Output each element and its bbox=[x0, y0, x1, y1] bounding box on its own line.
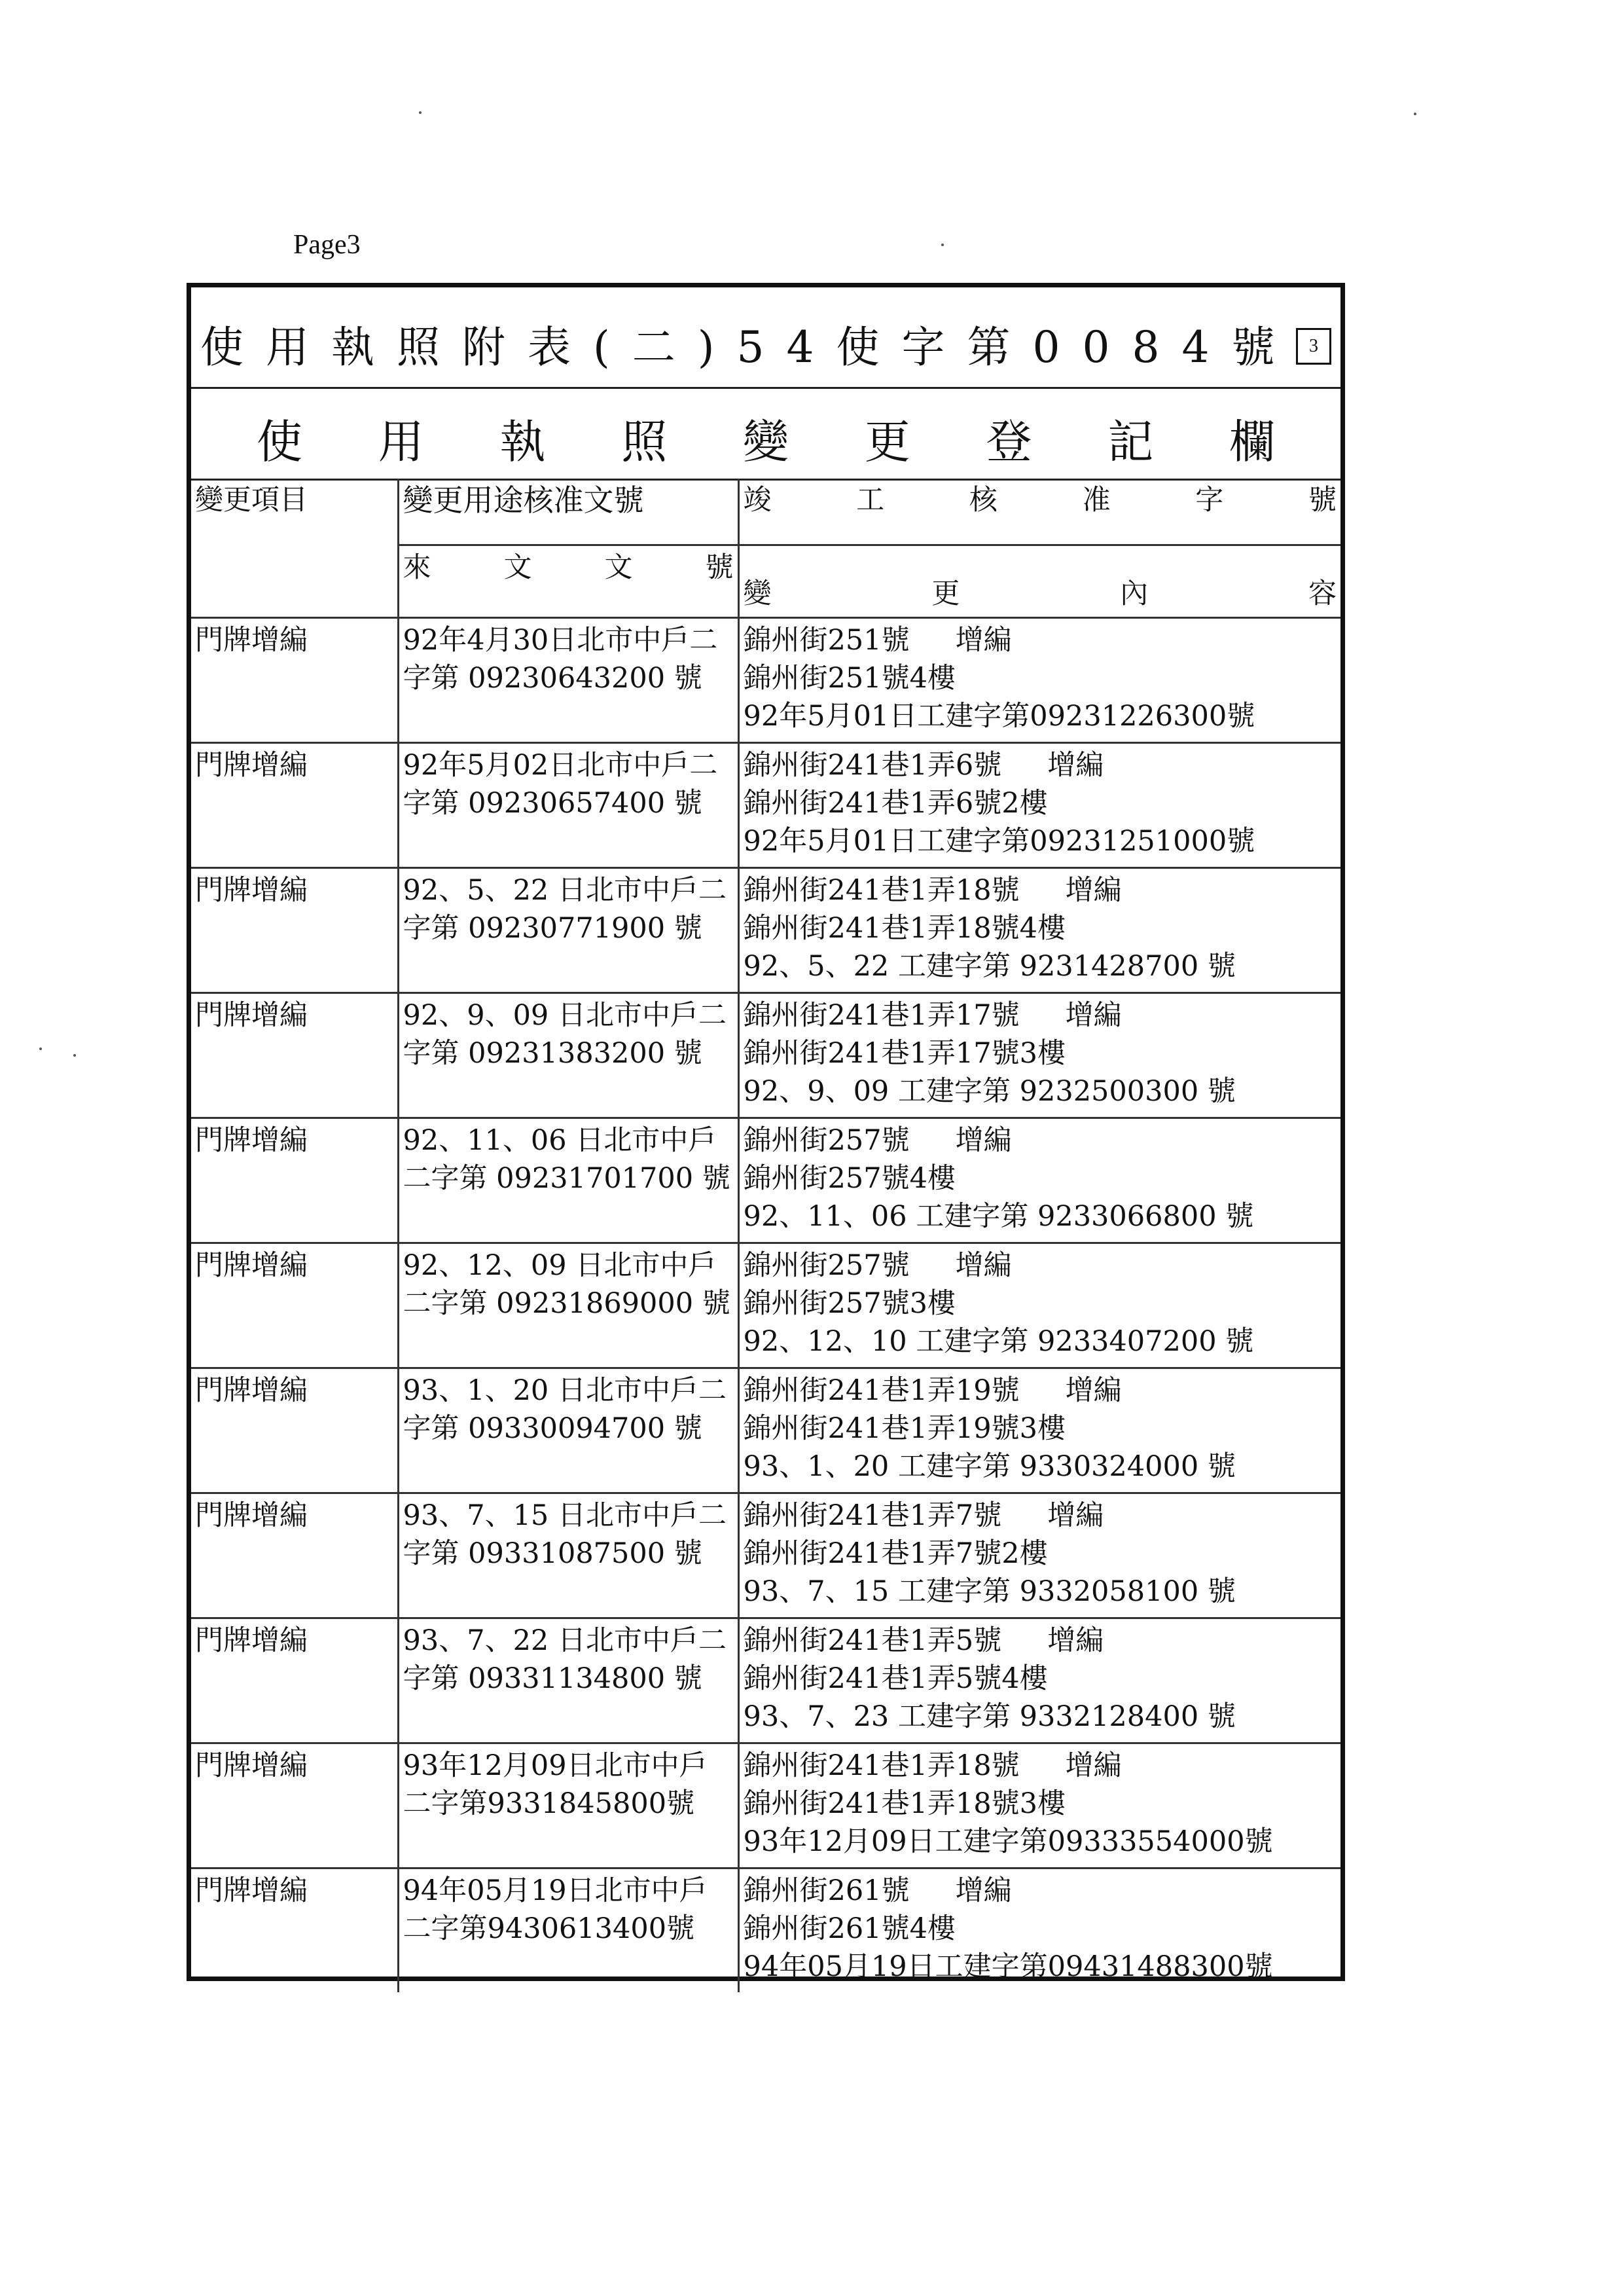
new-address: 錦州街251號4樓 bbox=[743, 662, 956, 695]
header-completion-no-char: 字 bbox=[1195, 484, 1224, 517]
change-item-cell: 門牌增編 bbox=[191, 1493, 398, 1618]
change-content-cell bbox=[738, 1743, 1340, 1868]
table-row bbox=[191, 993, 1340, 1118]
header-letter-no-char: 文 bbox=[604, 551, 633, 584]
section-title-char: 記 bbox=[1107, 415, 1154, 469]
document-number-cell: 93、7、22 日北市中戶二字第 09331134800 號 bbox=[398, 1618, 738, 1743]
new-address: 錦州街241巷1弄18號3樓 bbox=[743, 1787, 1066, 1820]
original-address: 錦州街251號 bbox=[743, 624, 910, 657]
document-number-cell: 92、5、22 日北市中戶二字第 09230771900 號 bbox=[398, 868, 738, 993]
address-line bbox=[744, 1622, 1337, 1660]
table-row bbox=[191, 1118, 1340, 1243]
document-number-cell: 92年5月02日北市中戶二字第 09230657400 號 bbox=[398, 743, 738, 868]
original-address: 錦州街241巷1弄17號 bbox=[743, 999, 1020, 1032]
change-content-cell bbox=[738, 1618, 1340, 1743]
change-content-cell bbox=[738, 1118, 1340, 1243]
approval-number: 92、5、22 工建字第 9231428700 號 bbox=[743, 950, 1236, 983]
change-content-cell bbox=[738, 1868, 1340, 1993]
section-title-char: 欄 bbox=[1229, 415, 1275, 469]
change-item-cell: 門牌增編 bbox=[191, 743, 398, 868]
header-content-char: 內 bbox=[1120, 577, 1149, 610]
section-title-char: 用 bbox=[378, 415, 424, 469]
table-row bbox=[191, 1743, 1340, 1868]
header-row-1 bbox=[191, 479, 1340, 545]
change-tag: 增編 bbox=[1065, 1374, 1122, 1407]
header-completion-no-char: 准 bbox=[1082, 484, 1111, 517]
header-approval-no: 變更用途核准文號 bbox=[398, 479, 738, 545]
section-title-char: 登 bbox=[986, 415, 1032, 469]
change-item-cell: 門牌增編 bbox=[191, 618, 398, 743]
approval-number: 92、11、06 工建字第 9233066800 號 bbox=[743, 1200, 1254, 1233]
section-row bbox=[191, 387, 1340, 481]
change-tag: 增編 bbox=[1047, 1624, 1104, 1657]
change-item-cell: 門牌增編 bbox=[191, 1868, 398, 1993]
section-title-char: 更 bbox=[864, 415, 910, 469]
document-number-cell: 92、9、09 日北市中戶二字第 09231383200 號 bbox=[398, 993, 738, 1118]
address-line bbox=[744, 1497, 1337, 1535]
change-tag: 增編 bbox=[1047, 749, 1104, 782]
change-content-cell bbox=[738, 1493, 1340, 1618]
change-tag: 增編 bbox=[955, 1874, 1012, 1907]
change-item-cell: 門牌增編 bbox=[191, 1368, 398, 1493]
section-title-char: 使 bbox=[257, 415, 302, 469]
header-item: 變更項目 bbox=[191, 479, 398, 618]
change-tag: 增編 bbox=[955, 624, 1012, 657]
original-address: 錦州街261號 bbox=[743, 1874, 910, 1907]
original-address: 錦州街241巷1弄7號 bbox=[743, 1499, 1002, 1532]
approval-number: 93、7、23 工建字第 9332128400 號 bbox=[743, 1700, 1236, 1733]
document-number-cell: 93、7、15 日北市中戶二字第 09331087500 號 bbox=[398, 1493, 738, 1618]
address-line bbox=[744, 746, 1337, 784]
change-item-cell: 門牌增編 bbox=[191, 868, 398, 993]
table-row bbox=[191, 1368, 1340, 1493]
address-line bbox=[744, 1247, 1337, 1285]
address-line bbox=[744, 1121, 1337, 1159]
header-content-char: 容 bbox=[1308, 577, 1337, 610]
original-address: 錦州街241巷1弄18號 bbox=[743, 874, 1020, 907]
original-address: 錦州街257號 bbox=[743, 1249, 910, 1282]
header-completion-no-char: 號 bbox=[1308, 484, 1337, 517]
table-row bbox=[191, 868, 1340, 993]
approval-number: 93年12月09日工建字第09333554000號 bbox=[743, 1825, 1273, 1858]
document-number-cell: 93年12月09日北市中戶二字第9331845800號 bbox=[398, 1743, 738, 1868]
table-row bbox=[191, 1618, 1340, 1743]
table-row bbox=[191, 1868, 1340, 1993]
address-line bbox=[744, 1747, 1337, 1785]
new-address: 錦州街241巷1弄19號3樓 bbox=[743, 1412, 1066, 1445]
change-tag: 增編 bbox=[1047, 1499, 1104, 1532]
header-completion-no-char: 核 bbox=[969, 484, 998, 517]
change-tag: 增編 bbox=[955, 1124, 1012, 1157]
original-address: 錦州街241巷1弄18號 bbox=[743, 1749, 1020, 1782]
original-address: 錦州街241巷1弄5號 bbox=[743, 1624, 1002, 1657]
change-content-cell bbox=[738, 1243, 1340, 1368]
page-label: Page3 bbox=[293, 230, 361, 260]
header-content-char: 變 bbox=[743, 577, 772, 610]
document-number-cell: 94年05月19日北市中戶二字第9430613400號 bbox=[398, 1868, 738, 1993]
section-title bbox=[191, 405, 1340, 471]
change-content-cell bbox=[738, 1368, 1340, 1493]
change-content-cell bbox=[738, 743, 1340, 868]
page-number-box: 3 bbox=[1296, 328, 1331, 365]
header-letter-no-char: 來 bbox=[403, 551, 431, 584]
approval-number: 92、12、10 工建字第 9233407200 號 bbox=[743, 1325, 1254, 1358]
address-line bbox=[744, 871, 1337, 909]
header-completion-no bbox=[738, 479, 1340, 545]
new-address: 錦州街241巷1弄5號4樓 bbox=[743, 1662, 1048, 1695]
new-address: 錦州街257號4樓 bbox=[743, 1162, 956, 1195]
original-address: 錦州街241巷1弄19號 bbox=[743, 1374, 1020, 1407]
address-line bbox=[744, 1372, 1337, 1410]
header-content bbox=[738, 545, 1340, 618]
title-row bbox=[191, 287, 1340, 389]
table-row bbox=[191, 1493, 1340, 1618]
header-letter-no-char: 號 bbox=[705, 551, 734, 584]
change-tag: 增編 bbox=[1065, 874, 1122, 907]
table-row bbox=[191, 1243, 1340, 1368]
document-number-cell: 92、12、09 日北市中戶二字第 09231869000 號 bbox=[398, 1243, 738, 1368]
approval-number: 94年05月19日工建字第09431488300號 bbox=[743, 1950, 1273, 1983]
approval-number: 93、7、15 工建字第 9332058100 號 bbox=[743, 1575, 1236, 1608]
document-number-cell: 92、11、06 日北市中戶二字第 09231701700 號 bbox=[398, 1118, 738, 1243]
header-letter-no-char: 文 bbox=[503, 551, 532, 584]
approval-number: 92、9、09 工建字第 9232500300 號 bbox=[743, 1075, 1236, 1108]
header-completion-no-char: 竣 bbox=[743, 484, 772, 517]
document-number-cell: 92年4月30日北市中戶二字第 09230643200 號 bbox=[398, 618, 738, 743]
change-item-cell: 門牌增編 bbox=[191, 1743, 398, 1868]
original-address: 錦州街257號 bbox=[743, 1124, 910, 1157]
original-address: 錦州街241巷1弄6號 bbox=[743, 749, 1002, 782]
document-number-cell: 93、1、20 日北市中戶二字第 09330094700 號 bbox=[398, 1368, 738, 1493]
change-content-cell bbox=[738, 868, 1340, 993]
change-content-cell bbox=[738, 993, 1340, 1118]
change-content-cell bbox=[738, 618, 1340, 743]
address-line bbox=[744, 996, 1337, 1034]
approval-number: 92年5月01日工建字第09231226300號 bbox=[743, 700, 1255, 733]
approval-number: 93、1、20 工建字第 9330324000 號 bbox=[743, 1450, 1236, 1483]
header-completion-no-char: 工 bbox=[856, 484, 885, 517]
approval-number: 92年5月01日工建字第09231251000號 bbox=[743, 825, 1255, 858]
address-line bbox=[744, 621, 1337, 659]
header-content-char: 更 bbox=[931, 577, 960, 610]
document-frame bbox=[187, 283, 1345, 1981]
change-tag: 增編 bbox=[1065, 1749, 1122, 1782]
new-address: 錦州街241巷1弄6號2樓 bbox=[743, 787, 1048, 820]
header-letter-no bbox=[398, 545, 738, 618]
new-address: 錦州街261號4樓 bbox=[743, 1912, 956, 1945]
change-item-cell: 門牌增編 bbox=[191, 1118, 398, 1243]
table-row bbox=[191, 743, 1340, 868]
section-title-char: 照 bbox=[621, 415, 668, 469]
section-title-char: 變 bbox=[743, 415, 789, 469]
change-register-table bbox=[191, 479, 1340, 1992]
new-address: 錦州街241巷1弄18號4樓 bbox=[743, 912, 1066, 945]
change-tag: 增編 bbox=[1065, 999, 1122, 1032]
new-address: 錦州街257號3樓 bbox=[743, 1287, 956, 1320]
table-row bbox=[191, 618, 1340, 743]
new-address: 錦州街241巷1弄17號3樓 bbox=[743, 1037, 1066, 1070]
change-tag: 增編 bbox=[955, 1249, 1012, 1282]
new-address: 錦州街241巷1弄7號2樓 bbox=[743, 1537, 1048, 1570]
section-title-char: 執 bbox=[499, 415, 546, 469]
change-item-cell: 門牌增編 bbox=[191, 1618, 398, 1743]
address-line bbox=[744, 1872, 1337, 1910]
document-title: 使用執照附表(二)54使字第0084號 bbox=[200, 322, 1297, 373]
change-item-cell: 門牌增編 bbox=[191, 1243, 398, 1368]
change-item-cell: 門牌增編 bbox=[191, 993, 398, 1118]
